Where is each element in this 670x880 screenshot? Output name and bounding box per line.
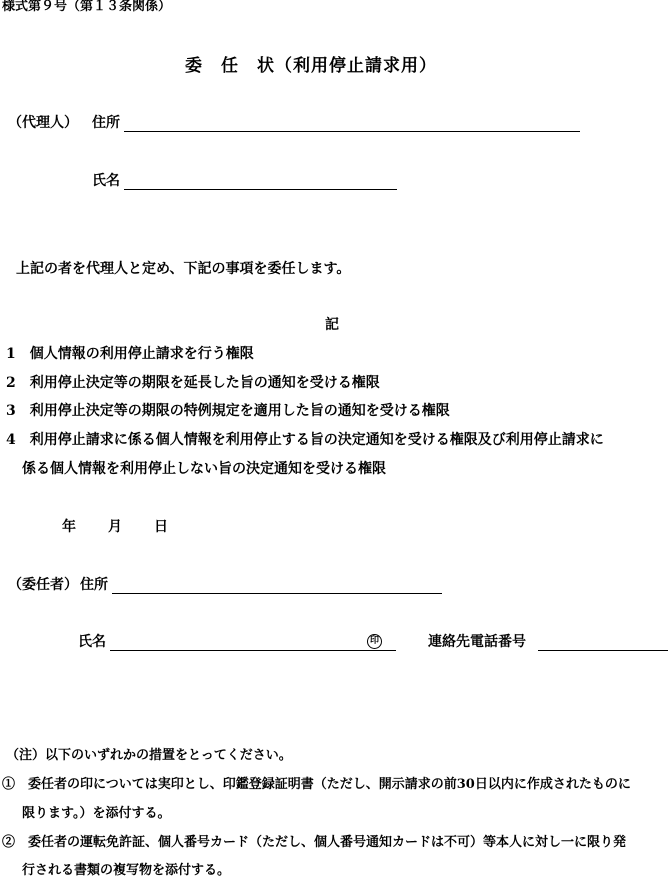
- notes-heading: （注）以下のいずれかの措置をとってください。: [6, 748, 292, 763]
- seal-mark: 印: [367, 634, 382, 649]
- principal-address-field[interactable]: [112, 593, 442, 594]
- date-month: 月: [108, 519, 122, 535]
- principal-address-label: 住所: [80, 577, 108, 593]
- principal-name-label: 氏名: [78, 634, 106, 650]
- item-3: 3 利用停止決定等の期限の特例規定を適用した旨の通知を受ける権限: [6, 403, 450, 419]
- page-title: 委 任 状（利用停止請求用）: [185, 56, 437, 76]
- date-year: 年: [62, 519, 76, 535]
- agent-address-field[interactable]: [124, 131, 580, 132]
- note-1-continued: 限ります。）を添付する。: [22, 806, 171, 821]
- agent-address-label: 住所: [92, 115, 120, 131]
- phone-label: 連絡先電話番号: [428, 634, 526, 650]
- agent-name-field[interactable]: [124, 189, 397, 190]
- item-4: 4 利用停止請求に係る個人情報を利用停止する旨の決定通知を受ける権限及び利用停止請求に: [6, 432, 604, 448]
- note-1: ① 委任者の印については実印とし、印鑑登録証明書（ただし、開示請求の前30日以内に作成されたものに: [2, 777, 631, 792]
- agent-label: （代理人）: [8, 115, 78, 131]
- note-2: ② 委任者の運転免許証、個人番号カード（ただし、個人番号通知カードは不可）等本人に対し一に限り発: [2, 835, 627, 850]
- principal-name-field[interactable]: [110, 650, 396, 651]
- date-day: 日: [154, 519, 168, 535]
- phone-field[interactable]: [538, 650, 668, 651]
- form-number: 様式第９号（第１３条関係）: [2, 0, 172, 14]
- item-1: 1 個人情報の利用停止請求を行う権限: [6, 346, 254, 362]
- intro-text: 上記の者を代理人と定め、下記の事項を委任します。: [16, 261, 351, 277]
- principal-label: （委任者）: [8, 577, 78, 593]
- note-2-continued: 行される書類の複写物を添付する。: [22, 863, 231, 878]
- item-4-continued: 係る個人情報を利用停止しない旨の決定通知を受ける権限: [22, 461, 386, 477]
- item-2: 2 利用停止決定等の期限を延長した旨の通知を受ける権限: [6, 375, 380, 391]
- agent-name-label: 氏名: [92, 173, 120, 189]
- ki-heading: 記: [325, 317, 339, 333]
